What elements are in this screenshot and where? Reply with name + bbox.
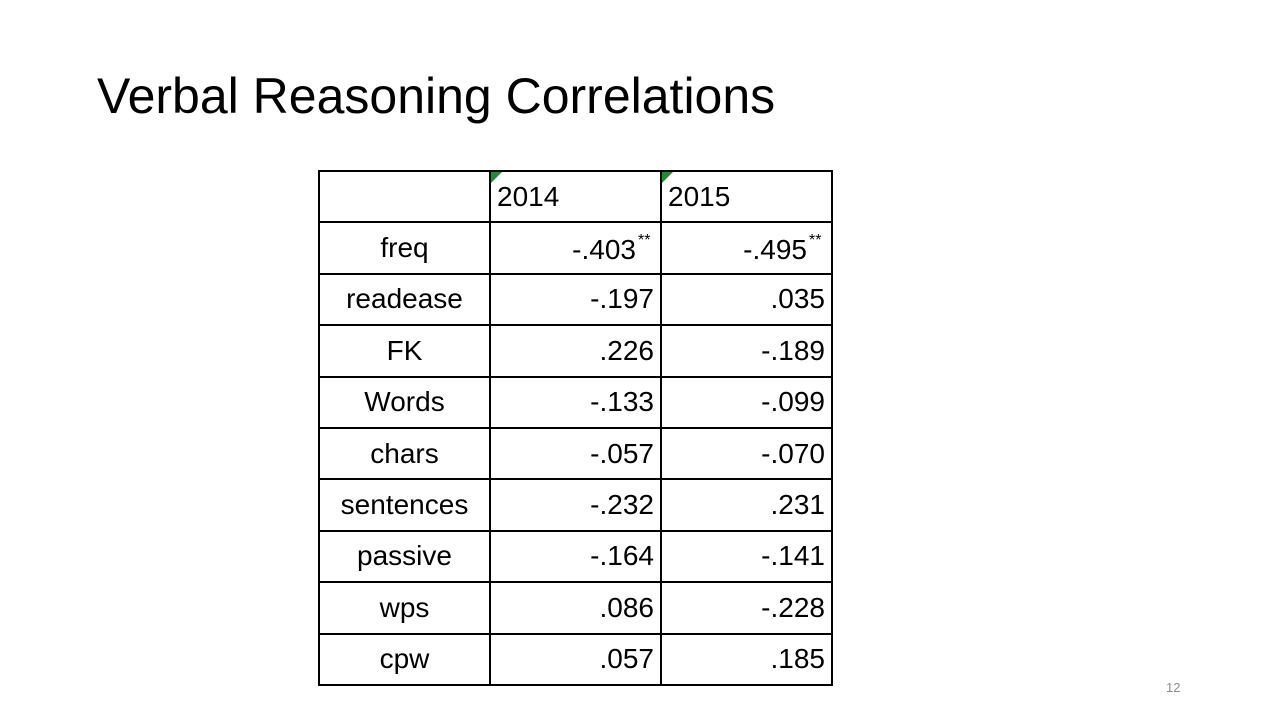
value-2015: .035 bbox=[770, 283, 825, 315]
slide-number: 12 bbox=[1166, 680, 1181, 695]
slide-title: Verbal Reasoning Correlations bbox=[97, 68, 776, 124]
value-cell-2015 bbox=[661, 428, 832, 479]
significance-mark: ** bbox=[638, 231, 651, 249]
value-cell-2015 bbox=[661, 479, 832, 530]
value-cell-2014 bbox=[490, 531, 661, 582]
value-cell-2014 bbox=[490, 325, 661, 376]
value-2015: -.495 bbox=[743, 233, 807, 265]
value-cell-2015 bbox=[661, 531, 832, 582]
value-cell-2015 bbox=[661, 582, 832, 633]
row-label: freq bbox=[319, 222, 490, 273]
header-cell-2014 bbox=[490, 171, 661, 222]
table-row bbox=[319, 222, 832, 273]
value-2014: -.232 bbox=[590, 489, 654, 521]
cell-flag-icon bbox=[662, 172, 673, 183]
row-label: sentences bbox=[319, 479, 490, 530]
value-2014: -.197 bbox=[590, 283, 654, 315]
header-cell-empty bbox=[319, 171, 490, 222]
significance-mark: ** bbox=[809, 231, 822, 249]
row-label: FK bbox=[319, 325, 490, 376]
value-cell-2015 bbox=[661, 377, 832, 428]
table-header-row bbox=[319, 171, 832, 222]
value-cell-2014 bbox=[490, 582, 661, 633]
value-cell-2015 bbox=[661, 325, 832, 376]
correlation-table bbox=[318, 170, 833, 686]
table-row bbox=[319, 582, 832, 633]
table-row bbox=[319, 428, 832, 479]
cell-flag-icon bbox=[491, 172, 502, 183]
value-cell-2015 bbox=[661, 274, 832, 325]
value-cell-2014 bbox=[490, 428, 661, 479]
row-label: chars bbox=[319, 428, 490, 479]
table-row bbox=[319, 634, 832, 685]
table-row bbox=[319, 377, 832, 428]
value-2014: -.164 bbox=[590, 540, 654, 572]
value-2015: -.141 bbox=[761, 540, 825, 572]
value-2015: -.189 bbox=[761, 334, 825, 366]
table-row bbox=[319, 531, 832, 582]
value-2015: .185 bbox=[770, 643, 825, 675]
value-2014: .086 bbox=[599, 591, 654, 623]
row-label: wps bbox=[319, 582, 490, 633]
table-row bbox=[319, 325, 832, 376]
value-2014: .057 bbox=[599, 643, 654, 675]
table-row bbox=[319, 479, 832, 530]
value-cell-2014 bbox=[490, 274, 661, 325]
row-label: cpw bbox=[319, 634, 490, 685]
value-2014: .226 bbox=[599, 334, 654, 366]
value-2015: -.228 bbox=[761, 591, 825, 623]
value-cell-2015 bbox=[661, 222, 832, 273]
value-cell-2014 bbox=[490, 479, 661, 530]
value-2015: .231 bbox=[770, 489, 825, 521]
table-row bbox=[319, 274, 832, 325]
value-cell-2014 bbox=[490, 634, 661, 685]
row-label: passive bbox=[319, 531, 490, 582]
value-2014: -.403 bbox=[572, 233, 636, 265]
row-label: readease bbox=[319, 274, 490, 325]
value-2015: -.099 bbox=[761, 386, 825, 418]
value-cell-2014 bbox=[490, 377, 661, 428]
value-cell-2015 bbox=[661, 634, 832, 685]
value-2014: -.133 bbox=[590, 386, 654, 418]
value-2014: -.057 bbox=[590, 437, 654, 469]
header-cell-2015 bbox=[661, 171, 832, 222]
header-label-2015: 2015 bbox=[668, 180, 731, 212]
value-cell-2014 bbox=[490, 222, 661, 273]
value-2015: -.070 bbox=[761, 437, 825, 469]
header-label-2014: 2014 bbox=[497, 180, 560, 212]
row-label: Words bbox=[319, 377, 490, 428]
